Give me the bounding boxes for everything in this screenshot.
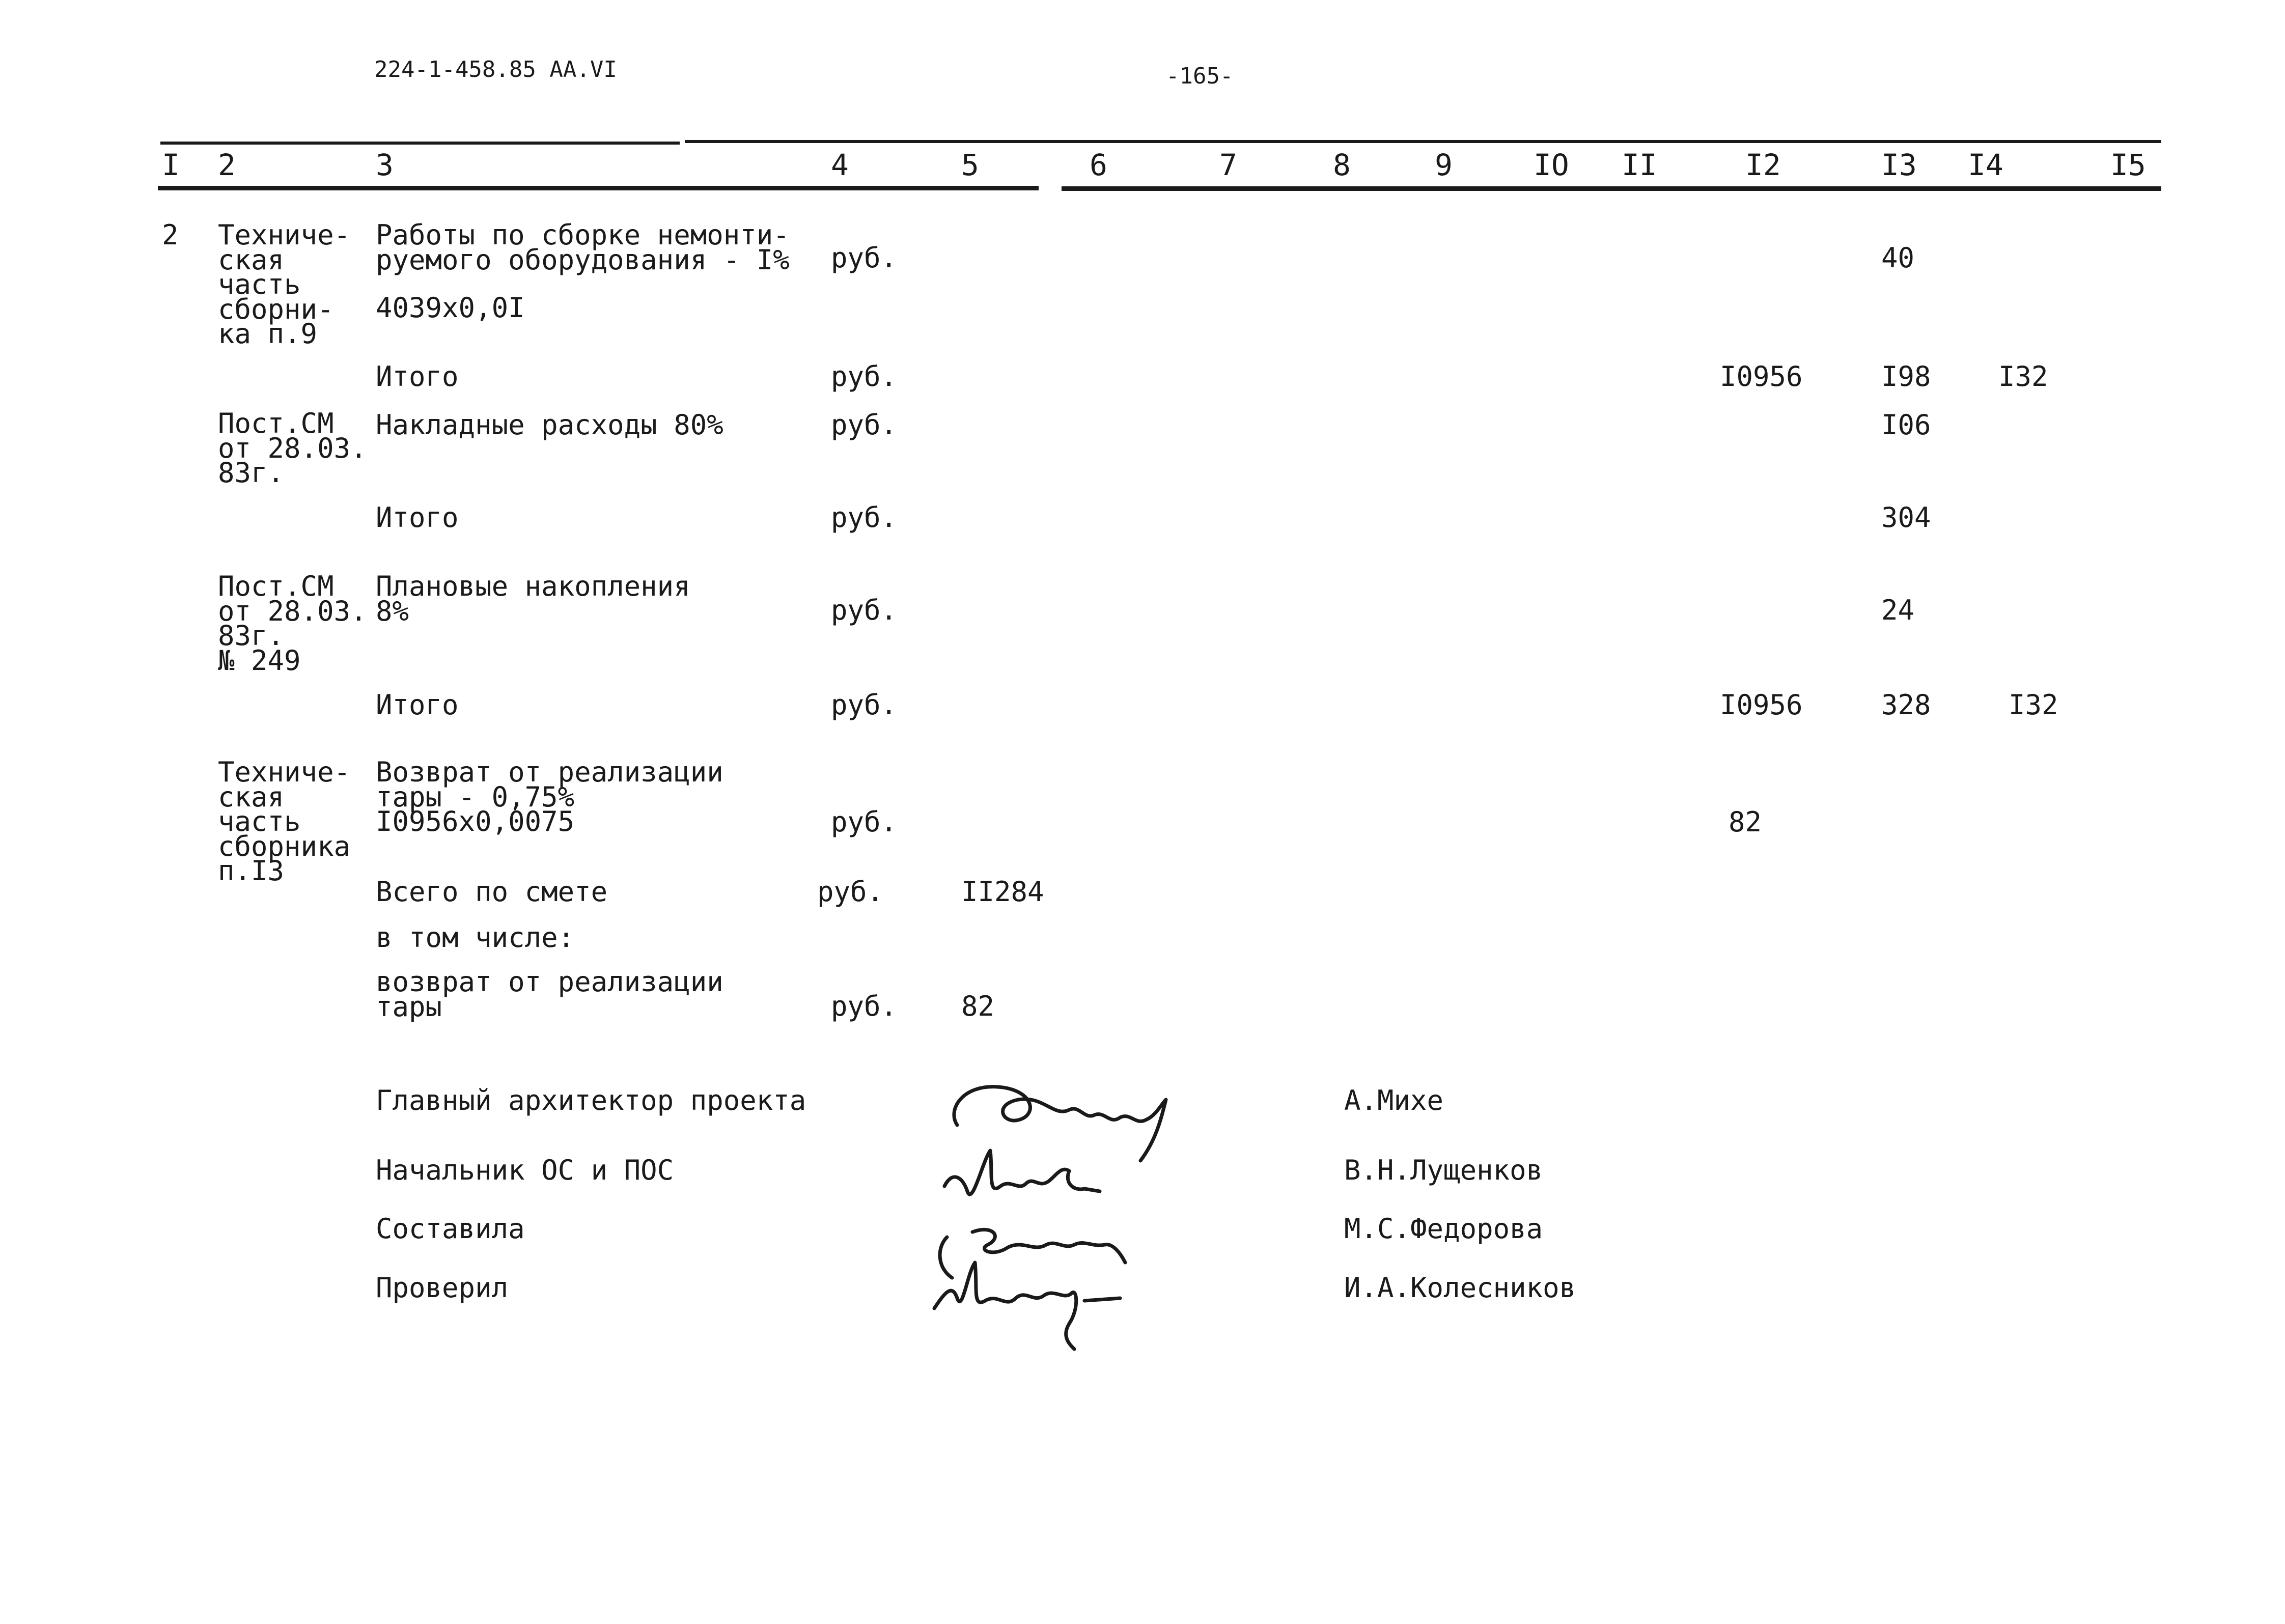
row-description: Итого [376, 501, 459, 534]
column-header-15: I5 [2110, 148, 2146, 182]
row-unit: руб. [831, 689, 898, 721]
row-unit: руб. [831, 990, 898, 1022]
row-unit: руб. [831, 594, 898, 626]
row-unit: руб. [831, 501, 898, 534]
row-description: Возврат от реализации тары - 0,75% I0956x0,0075 [376, 756, 723, 838]
row-unit: руб. [831, 806, 898, 838]
column-header-7: 7 [1219, 148, 1237, 182]
cell-col-13: 328 [1881, 689, 1931, 721]
column-header-9: 9 [1435, 148, 1453, 182]
row-description: Итого [376, 360, 459, 393]
source-reference-3: Пост.СМ от 28.03. 83г. № 249 [218, 570, 367, 677]
signature-role: Составила [376, 1213, 525, 1245]
row-description: 4039x0,0I [376, 292, 525, 324]
signature-role: Главный архитектор проекта [376, 1084, 806, 1116]
signature-name: И.А.Колесников [1344, 1272, 1576, 1304]
row-number: 2 [162, 219, 179, 251]
row-description: в том числе: [376, 921, 575, 954]
row-description: Всего по смете [376, 876, 608, 908]
signature-name: В.Н.Лущенков [1344, 1154, 1543, 1186]
row-unit: руб. [831, 360, 898, 393]
column-header-12: I2 [1745, 148, 1781, 182]
header-rule-top-right [685, 140, 2161, 143]
source-reference-1: Техниче- ская часть сборни- ка п.9 [218, 219, 351, 350]
row-description: Работы по сборке немонти- руемого оборудования - I% [376, 219, 790, 276]
header-rule-top-left [160, 142, 680, 145]
source-reference-2: Пост.СМ от 28.03. 83г. [218, 407, 367, 489]
cell-col-14: I32 [2009, 689, 2058, 721]
cell-col-13: 304 [1881, 501, 1931, 534]
cell-col-13: I98 [1881, 360, 1931, 393]
cell-col-5: 82 [961, 990, 995, 1022]
cell-col-13: 40 [1881, 242, 1915, 274]
row-description: Плановые накопления 8% [376, 570, 690, 627]
cell-col-12: I0956 [1720, 689, 1803, 721]
signature-name: А.Михе [1344, 1084, 1444, 1116]
cell-col-13: I06 [1881, 409, 1931, 441]
column-header-5: 5 [961, 148, 979, 182]
header-rule-bottom-left [158, 186, 1039, 190]
column-header-10: IO [1534, 148, 1569, 182]
column-header-13: I3 [1881, 148, 1917, 182]
column-header-4: 4 [831, 148, 849, 182]
column-header-8: 8 [1333, 148, 1351, 182]
handwritten-signatures [916, 1069, 1283, 1354]
row-unit: руб. [831, 409, 898, 441]
cell-col-12: I0956 [1720, 360, 1803, 393]
row-description: Накладные расходы 80% [376, 409, 723, 441]
column-header-6: 6 [1090, 148, 1107, 182]
row-description: возврат от реализации тары [376, 966, 723, 1023]
column-header-3: 3 [376, 148, 394, 182]
cell-col-14: I32 [1998, 360, 2048, 393]
column-header-11: II [1622, 148, 1657, 182]
cell-col-13: 24 [1881, 594, 1915, 626]
cell-col-5: II284 [961, 876, 1044, 908]
signature-role: Проверил [376, 1272, 509, 1304]
header-rule-bottom-right [1062, 186, 2161, 191]
row-unit: руб. [831, 242, 898, 274]
document-code: 224-1-458.85 АА.VI [374, 57, 617, 82]
signature-name: М.С.Федорова [1344, 1213, 1543, 1245]
page-number: -165- [1166, 63, 1234, 89]
row-description: Итого [376, 689, 459, 721]
column-header-2: 2 [218, 148, 236, 182]
column-header-14: I4 [1968, 148, 2003, 182]
column-header-1: I [162, 148, 180, 182]
cell-col-12: 82 [1729, 806, 1762, 838]
source-reference-4: Техниче- ская часть сборника п.I3 [218, 756, 351, 887]
signature-role: Начальник ОС и ПОС [376, 1154, 674, 1186]
row-unit: руб. [817, 876, 884, 908]
